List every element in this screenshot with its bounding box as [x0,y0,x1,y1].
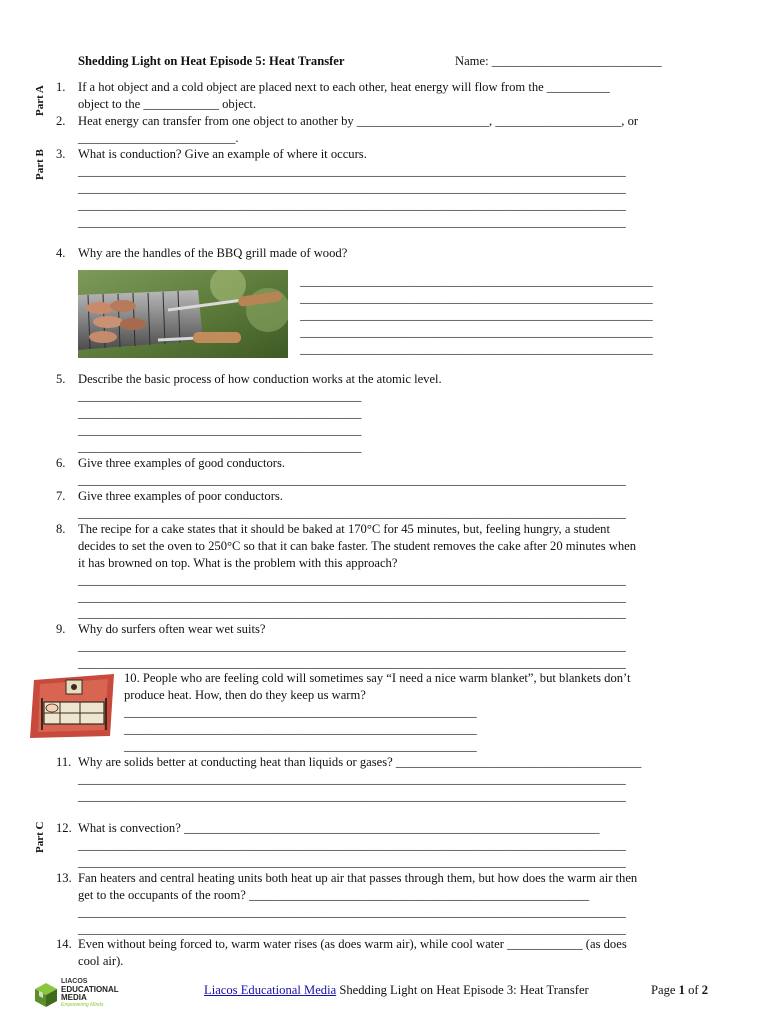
q3-text: What is conduction? Give an example of where it occurs. [78,147,367,161]
part-c-label: Part C [34,821,46,853]
answer-line[interactable]: _______________________________________________________________________________________ [78,164,626,178]
q13-number: 13. [56,871,72,885]
part-a-label: Part A [34,85,46,116]
q7-number: 7. [56,489,66,503]
q9-number: 9. [56,622,66,636]
bbq-grill-illustration [78,270,288,358]
answer-line[interactable]: _______________________________________________________________________________________ [78,905,626,919]
q14-text[interactable]: Even without being forced to, warm water rises (as does warm air), while cool water ____________ (as does [78,937,627,951]
answer-line[interactable]: _______________________________________________________________________________________ [78,590,626,604]
logo-text-2: EDUCATIONAL [61,985,119,994]
q13-text-2[interactable]: get to the occupants of the room? ______________________________________________________ [78,888,590,902]
bed-icon [30,672,118,742]
q10-text-2: produce heat. How, then do they keep us warm? [124,688,366,702]
answer-line[interactable]: _______________________________________________________________________________________ [78,506,626,520]
q2-text-2[interactable]: _________________________. [78,131,239,145]
answer-line[interactable]: _____________________________________________ [78,406,362,420]
q1-text-2[interactable]: object to the ____________ object. [78,97,257,111]
logo-tagline: Empowering Minds [61,1002,104,1008]
answer-line[interactable]: _______________________________________________________________________________________ [78,789,626,803]
q12-number: 12. [56,821,72,835]
answer-line[interactable]: _______________________________________________________________________________________ [78,473,626,487]
q14-number: 14. [56,937,72,951]
part-b-label: Part B [34,149,46,180]
answer-line[interactable]: ________________________________________________________ [124,739,477,753]
q6-number: 6. [56,456,66,470]
q1-text[interactable]: If a hot object and a cold object are placed next to each other, heat energy will flow from the __________ [78,80,610,94]
footer-title: Shedding Light on Heat Episode 3: Heat Transfer [336,983,589,997]
q8-text-3: it has browned on top. What is the problem with this approach? [78,556,398,570]
answer-line[interactable]: ________________________________________________________ [300,291,653,305]
q8-text-2: decides to set the oven to 250°C so that it can bake faster. The student removes the cake after 20 minutes when [78,539,637,553]
q11-text-body[interactable]: Why are solids better at conducting heat than liquids or gases? _______________________________________ [78,755,642,769]
q1-number: 1. [56,80,66,94]
answer-line[interactable]: _______________________________________________________________________________________ [78,855,626,869]
answer-line[interactable]: _______________________________________________________________________________________ [78,639,626,653]
page-of: of [684,983,702,997]
answer-line[interactable]: _______________________________________________________________________________________ [78,838,626,852]
answer-line[interactable]: _____________________________________________ [78,440,362,454]
q9-text: Why do surfers often wear wet suits? [78,622,266,636]
name-field[interactable]: Name: ___________________________ [455,54,662,68]
q8-text: The recipe for a cake states that it should be baked at 170°C for 45 minutes, but, feeling hungry, a student [78,522,610,536]
q4-text: Why are the handles of the BBQ grill made of wood? [78,246,348,260]
page-total: 2 [701,983,709,997]
q2-text[interactable]: Heat energy can transfer from one object to another by _____________________, ____________________, or [78,114,639,128]
bbq-grill-photo [78,270,288,358]
answer-line[interactable]: _______________________________________________________________________________________ [78,198,626,212]
answer-line[interactable]: _____________________________________________ [78,389,362,403]
answer-line[interactable]: _______________________________________________________________________________________ [78,922,626,936]
q5-text: Describe the basic process of how conduction works at the atomic level. [78,372,442,386]
answer-line[interactable]: _____________________________________________ [78,423,362,437]
q11-text: 11. [56,755,72,769]
answer-line[interactable]: ________________________________________________________ [300,325,653,339]
q5-number: 5. [56,372,66,386]
q6-text: Give three examples of good conductors. [78,456,286,470]
q12-text[interactable]: What is convection? __________________________________________________________________ [78,821,600,835]
page-indicator [651,982,708,998]
answer-line[interactable]: ________________________________________________________ [124,705,477,719]
footer [204,982,589,998]
q4-number: 4. [56,246,66,260]
q14-text-2: cool air). [78,954,124,968]
answer-line[interactable]: ________________________________________________________ [124,722,477,736]
q8-number: 8. [56,522,66,536]
logo-text-1: LIACOS [61,978,88,985]
q7-text: Give three examples of poor conductors. [78,489,283,503]
q3-number: 3. [56,147,66,161]
q10-text: 10. People who are feeling cold will sometimes say “I need a nice warm blanket”, but blankets don’t [124,671,631,685]
answer-line[interactable]: _______________________________________________________________________________________ [78,656,626,670]
answer-line[interactable]: _______________________________________________________________________________________ [78,215,626,229]
answer-line[interactable]: _______________________________________________________________________________________ [78,772,626,786]
page-number: 1 [678,983,685,997]
answer-line[interactable]: _______________________________________________________________________________________ [78,181,626,195]
footer-link[interactable]: Liacos Educational Media [204,983,337,997]
answer-line[interactable]: _______________________________________________________________________________________ [78,573,626,587]
worksheet-title: Shedding Light on Heat Episode 5: Heat Transfer [78,54,345,68]
answer-line[interactable]: ________________________________________________________ [300,274,653,288]
bed-blanket-clipart [30,672,118,742]
q2-number: 2. [56,114,66,128]
answer-line[interactable]: ________________________________________________________ [300,308,653,322]
page-prefix: Page [651,983,679,997]
q13-text: Fan heaters and central heating units both heat up air that passes through them, but how does the warm air then [78,871,638,885]
answer-line[interactable]: _______________________________________________________________________________________ [78,606,626,620]
liacos-logo [34,978,134,1012]
logo-text-3: MEDIA [61,993,87,1002]
cube-logo-icon [34,982,58,1008]
answer-line[interactable]: ________________________________________________________ [300,342,653,356]
